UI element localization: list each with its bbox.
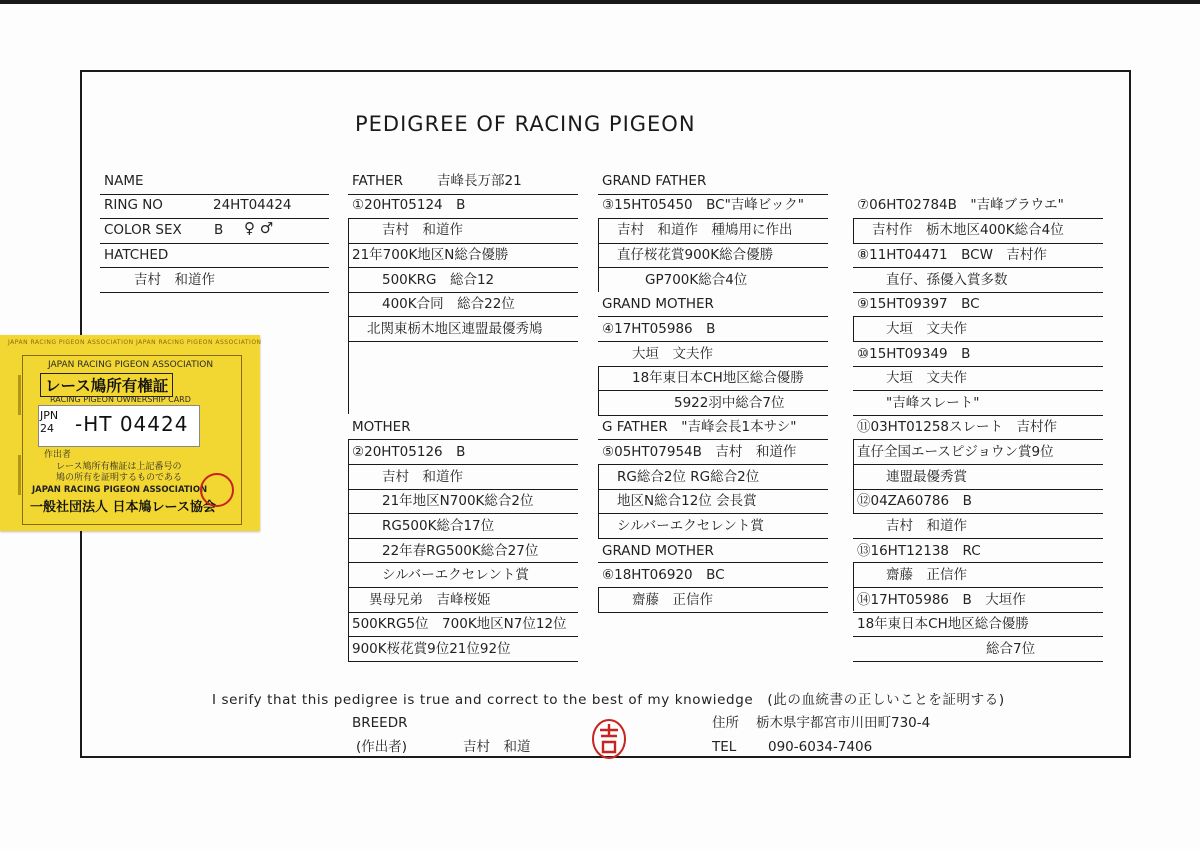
grandmother-1-line: 大垣 文夫作 (632, 346, 713, 362)
mother-line: 吉村 和道作 (382, 469, 463, 485)
divider (100, 267, 329, 268)
grandfather-1-ring: ③15HT05450 BC"吉峰ビック" (602, 197, 804, 213)
breeder-label: BREEDR (352, 715, 408, 731)
divider (853, 390, 1103, 391)
divider (853, 562, 1103, 563)
divider (348, 612, 578, 613)
address-label: 住所 (712, 715, 739, 731)
divider (853, 489, 1103, 490)
father-line: 500KRG 総合12 (382, 272, 495, 288)
divider (348, 636, 578, 637)
card-title-jp: レース鳩所有権証 (40, 373, 173, 397)
grandfather-1-line: 直仔桜花賞900K総合優勝 (617, 247, 774, 263)
ancestor-11-line: 直仔全国エースピジョウン賞9位 (857, 444, 1054, 460)
father-line: 吉村 和道作 (382, 222, 463, 238)
grandfather-2-label: G FATHER "吉峰会長1本サシ" (602, 419, 797, 435)
divider (598, 390, 828, 391)
father-line: 21年700K地区N総合優勝 (352, 247, 509, 263)
divider (348, 316, 578, 317)
divider (348, 439, 578, 440)
ancestor-9-ring: ⑨15HT09397 BC (857, 296, 980, 312)
divider (853, 439, 1103, 440)
ancestor-9-line: 大垣 文夫作 (886, 321, 967, 337)
name-label: NAME (104, 173, 144, 189)
father-bracket (348, 218, 349, 414)
grandmother-2-ring: ⑥18HT06920 BC (602, 567, 725, 583)
card-association-en: JAPAN RACING PIGEON ASSOCIATION (48, 360, 214, 370)
card-jpn (40, 409, 58, 435)
ancestor-8-line: 直仔、孫優入賞多数 (886, 272, 1008, 288)
ownership-card (0, 335, 260, 531)
ancestor-10-line: "吉峰スレート" (886, 395, 980, 411)
grandfather-2-line: 地区N総合12位 会長賞 (617, 493, 757, 509)
divider (598, 218, 828, 219)
divider (348, 538, 578, 539)
divider (348, 243, 578, 244)
tel-label: TEL (712, 739, 737, 755)
ancestor-12-line: 吉村 和道作 (886, 518, 967, 534)
father-line: 400K合同 総合22位 (382, 296, 515, 312)
divider (598, 489, 828, 490)
gf1-bracket (598, 218, 599, 292)
mother-line: RG500K総合17位 (382, 518, 495, 534)
divider (598, 464, 828, 465)
ancestor-13-line: 齋藤 正信作 (886, 567, 967, 583)
grandmother-1-label: GRAND MOTHER (602, 296, 714, 312)
address-value: 栃木県宇都宮市川田町730-4 (756, 715, 931, 731)
card-association-en-2: JAPAN RACING PIGEON ASSOCIATION (32, 485, 208, 495)
divider (853, 341, 1103, 342)
red-seal-stamp (590, 718, 628, 760)
divider (598, 366, 828, 367)
divider (853, 415, 1103, 416)
divider (100, 243, 329, 244)
divider (598, 439, 828, 440)
father-line: 北関東栃木地区連盟最優秀鳩 (367, 321, 543, 337)
father-ring: ①20HT05124 B (352, 197, 466, 213)
ancestor-12-ring: ⑫04ZA60786 B (857, 493, 972, 509)
mother-label: MOTHER (352, 419, 411, 435)
divider (598, 267, 828, 268)
divider (598, 194, 828, 195)
ancestor-14-ring: ⑭17HT05986 B 大垣作 (857, 592, 1026, 608)
mother-line: 500KRG5位 700K地区N7位12位 (352, 616, 567, 632)
divider (853, 538, 1103, 539)
card-slot (18, 375, 21, 415)
bracket (853, 218, 854, 243)
divider (853, 243, 1103, 244)
divider (348, 194, 578, 195)
ancestor-13-ring: ⑬16HT12138 RC (857, 543, 981, 559)
divider (598, 587, 828, 588)
grandmother-1-ring: ④17HT05986 B (602, 321, 716, 337)
subject-breeder: 吉村 和道作 (134, 272, 215, 288)
divider (853, 292, 1103, 293)
ring-value: 24HT04424 (213, 197, 292, 213)
divider (100, 292, 329, 293)
divider (853, 612, 1103, 613)
father-name: 吉峰長万部21 (437, 173, 522, 189)
bracket (853, 316, 854, 341)
grandfather-2-ring: ⑤05HT07954B 吉村 和道作 (602, 444, 797, 460)
mother-line: 21年地区N700K総合2位 (382, 493, 534, 509)
divider (348, 341, 578, 342)
mother-ring: ②20HT05126 B (352, 444, 466, 460)
divider (348, 587, 578, 588)
divider (853, 636, 1103, 637)
color-value: B (214, 222, 224, 238)
divider (348, 562, 578, 563)
color-sex-label: COLOR SEX (104, 222, 182, 238)
divider (853, 661, 1103, 662)
mother-bracket (348, 439, 349, 661)
card-note: 鳩の所有を証明するものである (56, 473, 183, 483)
grandfather-1-line: 吉村 和道作 種鳩用に作出 (617, 222, 793, 238)
divider (348, 661, 578, 662)
grandfather-2-line: シルバーエクセレント賞 (617, 518, 764, 534)
divider (598, 341, 828, 342)
father-label: FATHER (352, 173, 404, 189)
mother-line: 22年春RG500K総合27位 (382, 543, 539, 559)
gf2-bracket (598, 464, 599, 538)
tel-value: 090-6034-7406 (768, 739, 873, 755)
card-red-stamp (200, 473, 234, 507)
divider (348, 292, 578, 293)
ring-label: RING NO (104, 197, 163, 213)
divider (853, 464, 1103, 465)
grandmother-2-label: GRAND MOTHER (602, 543, 714, 559)
mother-line: シルバーエクセレント賞 (382, 567, 529, 583)
grandfather-2-line: RG総合2位 RG総合2位 (617, 469, 760, 485)
grandmother-1-line: 18年東日本CH地区総合優勝 (632, 370, 804, 386)
card-ring-number: -HT 04424 (75, 412, 189, 436)
divider (348, 218, 578, 219)
divider (598, 513, 828, 514)
divider (853, 267, 1103, 268)
ancestor-11-line: 連盟最優秀賞 (886, 469, 967, 485)
divider (598, 316, 828, 317)
bracket (853, 562, 854, 611)
ancestor-8-ring: ⑧11HT04471 BCW 吉村作 (857, 247, 1047, 263)
divider (853, 366, 1103, 367)
divider (853, 218, 1103, 219)
divider (100, 218, 329, 219)
divider (853, 587, 1103, 588)
divider (598, 562, 828, 563)
gm1-bracket (598, 366, 599, 415)
mother-line: 900K桜花賞9位21位92位 (352, 641, 511, 657)
card-association-jp: 一般社団法人 日本鳩レース協会 (30, 500, 216, 515)
divider (853, 316, 1103, 317)
bracket (853, 439, 854, 513)
ancestor-10-line: 大垣 文夫作 (886, 370, 967, 386)
page-title: PEDIGREE OF RACING PIGEON (355, 112, 696, 136)
mother-line: 異母兄弟 吉峰桜姫 (369, 592, 491, 608)
divider (100, 194, 329, 195)
grandmother-2-line: 齋藤 正信作 (632, 592, 713, 608)
divider (348, 513, 578, 514)
ancestor-14-line: 総合7位 (986, 641, 1036, 657)
card-edge-text: JAPAN RACING PIGEON ASSOCIATION JAPAN RACING PIGEON ASSOCIATION (8, 339, 262, 346)
card-jpn-label: JPN (40, 409, 59, 422)
hatched-label: HATCHED (104, 247, 169, 263)
ancestor-7-line: 吉村作 栃木地区400K総合4位 (872, 222, 1064, 238)
divider (348, 267, 578, 268)
divider (853, 513, 1103, 514)
divider (598, 415, 828, 416)
ancestor-7-ring: ⑦06HT02784B "吉峰ブラウエ" (857, 197, 1064, 213)
ancestor-14-line: 18年東日本CH地区総合優勝 (857, 616, 1029, 632)
card-year: 24 (40, 422, 54, 435)
divider (348, 489, 578, 490)
author-name: 吉村 和道 (463, 739, 531, 755)
grandfather-1-line: GP700K総合4位 (645, 272, 748, 288)
card-title-en: RACING PIGEON OWNERSHIP CARD (50, 395, 191, 404)
author-label: (作出者) (356, 739, 408, 755)
divider (348, 464, 578, 465)
top-border (0, 0, 1200, 4)
divider (598, 243, 828, 244)
grandfather-1-label: GRAND FATHER (602, 173, 707, 189)
grandmother-1-line: 5922羽中総合7位 (674, 395, 785, 411)
sex-value: ♀ ♂ (244, 219, 274, 237)
card-note: レース鳩所有権証は上記番号の (56, 462, 182, 472)
ancestor-10-ring: ⑩15HT09349 B (857, 346, 971, 362)
divider (598, 612, 828, 613)
divider (598, 538, 828, 539)
certification-statement: I serify that this pedigree is true and correct to the best of my knowiedge (此の血統書の正しいことを証明する) (212, 692, 1005, 708)
gm2-bracket (598, 587, 599, 612)
card-slot (18, 455, 21, 495)
card-author-label: 作出者 (44, 450, 72, 460)
ancestor-11-ring: ⑪03HT01258スレート 吉村作 (857, 419, 1058, 435)
